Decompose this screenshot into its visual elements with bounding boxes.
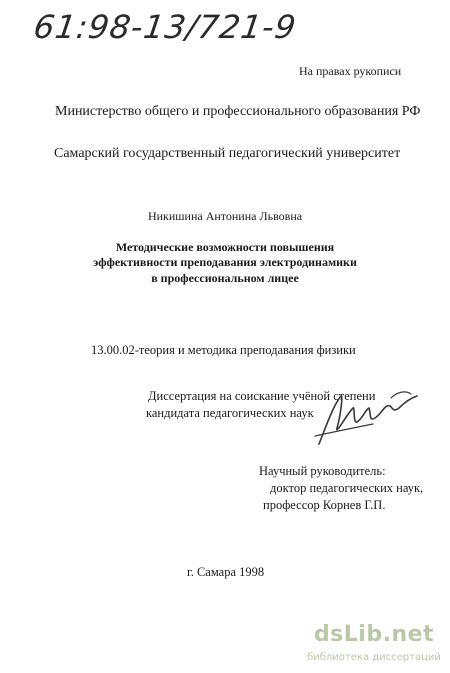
- archive-code: 61:98-13/721-9: [31, 8, 299, 46]
- dissertation-title-line-3: в профессиональном лицее: [151, 271, 299, 285]
- place-and-year: г. Самара 1998: [187, 565, 265, 579]
- advisor-name: профессор Корнев Г.П.: [263, 498, 386, 512]
- university-line: Самарский государственный педагогический университет: [54, 146, 401, 161]
- handwritten-signature: [313, 384, 423, 456]
- dissertation-title-line-2: эффективности преподавания электродинамики: [93, 255, 357, 269]
- dissertation-purpose-line-1: Диссертация на соискание учёной степени: [148, 389, 376, 403]
- advisor-label: Научный руководитель:: [259, 464, 386, 478]
- dissertation-title-line-1: Методические возможности повышения: [115, 240, 335, 254]
- author-name: Никишина Антонина Львовна: [147, 209, 303, 223]
- watermark-subtitle: библиотека диссертаций: [307, 652, 441, 663]
- dissertation-purpose-line-2: кандидата педагогических наук: [146, 406, 314, 420]
- watermark-logo: dsLib.net: [313, 622, 435, 647]
- advisor-degree: доктор педагогических наук,: [270, 481, 424, 495]
- specialty-code: 13.00.02-теория и методика преподавания физики: [91, 343, 356, 357]
- ministry-line: Министерство общего и профессионального образования РФ: [55, 104, 421, 119]
- dslib-watermark: [304, 622, 444, 668]
- rights-note: На правах рукописи: [299, 64, 402, 78]
